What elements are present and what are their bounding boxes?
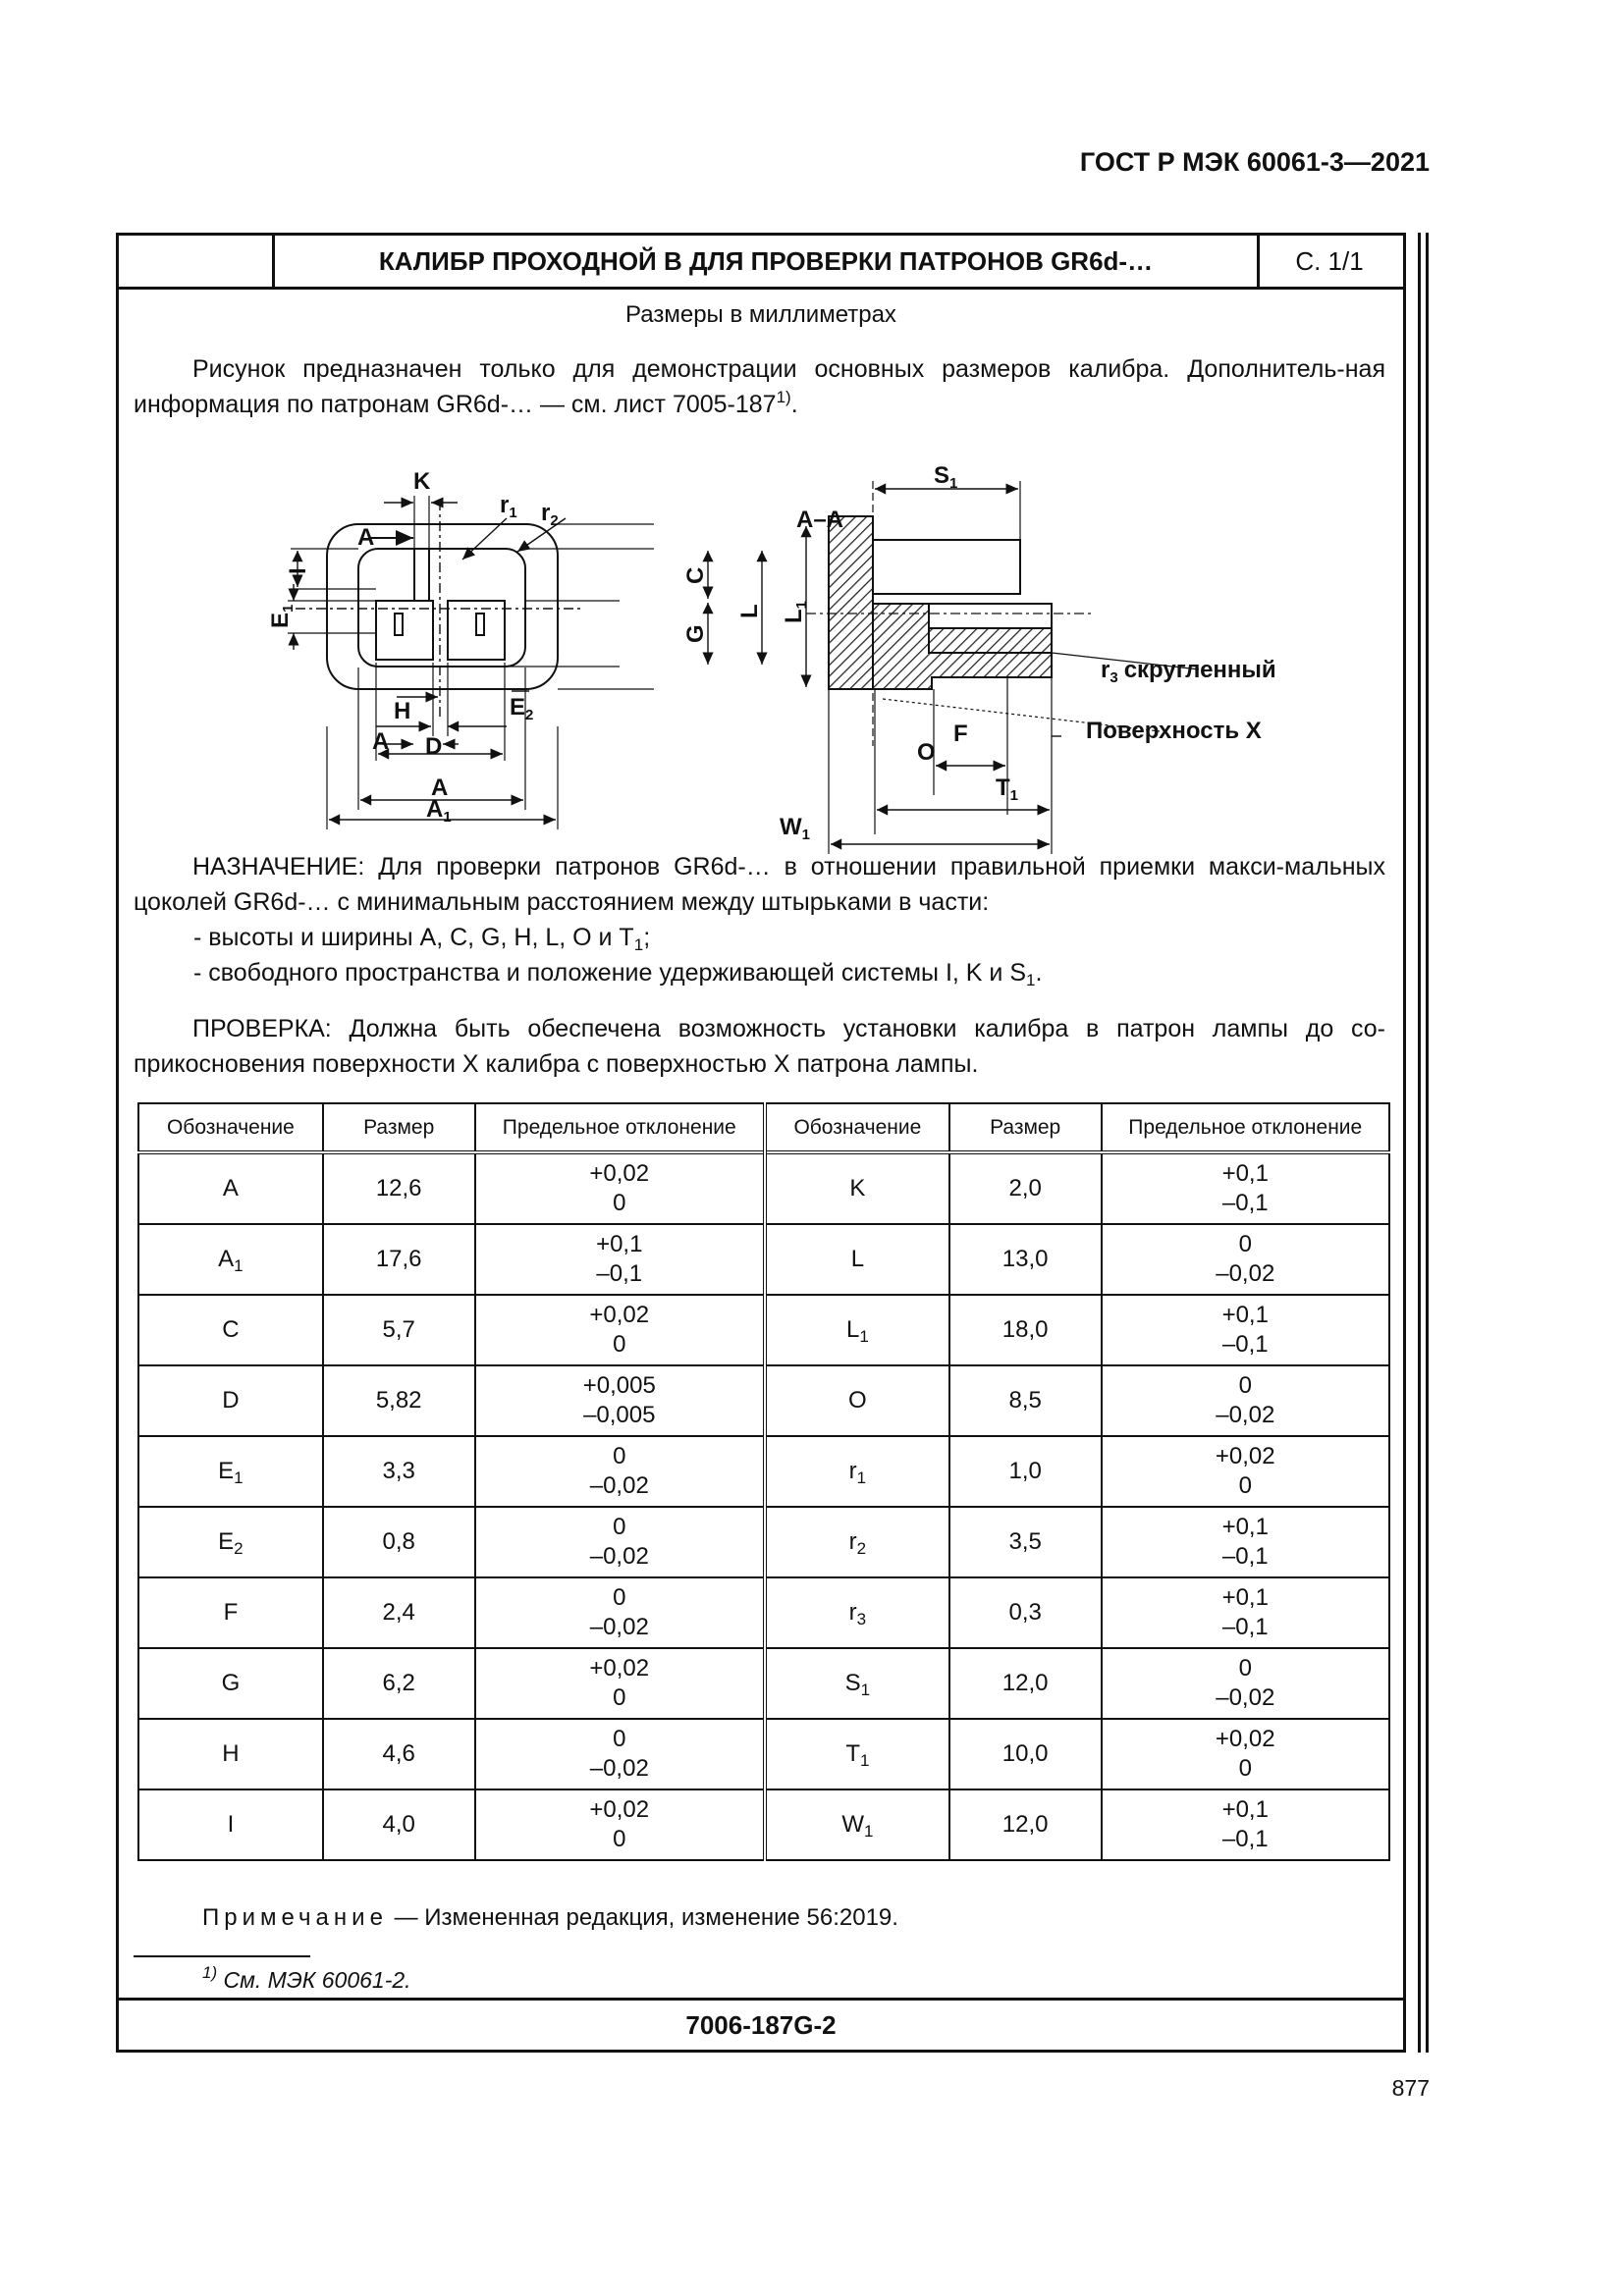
label-d: D: [425, 733, 443, 760]
col-size-2: Размер: [949, 1103, 1102, 1152]
label-section-aa: A–A: [796, 507, 844, 533]
intro-text: Рисунок предназначен только для демонстрации основных размеров калибра. Дополнитель-ная информация по патронам GR6d-… — см. лист 7005-187: [134, 355, 1385, 418]
table-row: [138, 1365, 1389, 1436]
note-label: Примечание: [202, 1904, 388, 1931]
page-number: 877: [1391, 2075, 1430, 2101]
section-pin: [873, 540, 1020, 594]
table-row: [138, 1295, 1389, 1365]
purpose-paragraph: НАЗНАЧЕНИЕ: Для проверки патронов GR6d-… в отношении правильной приемки макси-мальных цоколей GR6d-… с минимальным расстоянием между штырьками в части:: [134, 853, 1385, 916]
cell-designation: F: [138, 1577, 323, 1648]
cell-size: 8,5: [949, 1365, 1102, 1436]
cell-designation: $E_1$: [138, 1436, 323, 1507]
frame-double-line-outer: [1418, 233, 1421, 2053]
header-empty-cell: [119, 236, 275, 287]
cell-designation: $r_1$: [765, 1436, 949, 1507]
cell-size: 2,4: [323, 1577, 475, 1648]
footnote-ref: 1): [776, 388, 791, 406]
cell-size: 13,0: [949, 1224, 1102, 1295]
label-h: H: [394, 698, 411, 724]
sheet-page-indicator: С. 1/1: [1295, 246, 1364, 276]
cell-designation: $E_2$: [138, 1507, 323, 1577]
label-r3-rounded: $r_3$ скругленный: [1101, 657, 1276, 686]
cell-tolerance: 0 –0,02: [475, 1719, 765, 1789]
cell-tolerance: 0 –0,02: [475, 1577, 765, 1648]
cell-tolerance: 0 –0,02: [1102, 1648, 1389, 1719]
table-header-row: [138, 1103, 1389, 1152]
cell-designation: $S_1$: [765, 1648, 949, 1719]
col-designation: Обозначение: [138, 1103, 323, 1152]
cell-designation: $W_1$: [765, 1789, 949, 1860]
cell-size: 3,5: [949, 1507, 1102, 1577]
cell-designation: $A_1$: [138, 1224, 323, 1295]
label-w1: $W_1$: [780, 814, 810, 843]
cell-size: 0,3: [949, 1577, 1102, 1648]
cell-size: 4,6: [323, 1719, 475, 1789]
label-a1: $A_1$: [426, 796, 452, 826]
cell-size: 2,0: [949, 1152, 1102, 1224]
cell-size: 18,0: [949, 1295, 1102, 1365]
cell-designation: L: [765, 1224, 949, 1295]
table-row: [138, 1152, 1389, 1224]
sheet-title: КАЛИБР ПРОХОДНОЙ В ДЛЯ ПРОВЕРКИ ПАТРОНОВ GR6d-…: [275, 236, 1260, 287]
cell-tolerance: 0 –0,02: [1102, 1365, 1389, 1436]
cell-designation: $r_2$: [765, 1507, 949, 1577]
table-row: [138, 1436, 1389, 1507]
cell-designation: H: [138, 1719, 323, 1789]
sheet-header: [119, 236, 1403, 290]
table-row: [138, 1224, 1389, 1295]
cell-size: 1,0: [949, 1436, 1102, 1507]
col-tolerance: Предельное отклонение: [475, 1103, 765, 1152]
cell-tolerance: +0,02 0: [475, 1648, 765, 1719]
units-caption: Размеры в миллиметрах: [625, 301, 896, 328]
cell-tolerance: 0 –0,02: [475, 1507, 765, 1577]
cell-size: 3,3: [323, 1436, 475, 1507]
label-k: K: [413, 468, 431, 495]
cell-designation: A: [138, 1152, 323, 1224]
cell-designation: I: [138, 1789, 323, 1860]
intro-end: .: [790, 391, 798, 418]
cell-designation: G: [138, 1648, 323, 1719]
table-row: [138, 1507, 1389, 1577]
note-text: — Измененная редакция, изменение 56:2019.: [387, 1904, 898, 1931]
label-a: A: [431, 774, 449, 801]
cell-size: 5,82: [323, 1365, 475, 1436]
standard-designation: ГОСТ Р МЭК 60061-3—2021: [1079, 147, 1430, 177]
label-t1: $T_1$: [996, 774, 1019, 804]
label-l1: $L_1$: [781, 600, 810, 623]
table-row: [138, 1648, 1389, 1719]
cell-designation: $r_3$: [765, 1577, 949, 1648]
sheet-frame: [116, 233, 1406, 2053]
cell-size: 4,0: [323, 1789, 475, 1860]
cell-size: 12,0: [949, 1648, 1102, 1719]
cell-designation: K: [765, 1152, 949, 1224]
frame-double-line-outer-2: [1426, 233, 1429, 2053]
cell-size: 12,6: [323, 1152, 475, 1224]
cell-designation: $L_1$: [765, 1295, 949, 1365]
label-surface-x: Поверхность X: [1086, 718, 1262, 744]
col-designation-2: Обозначение: [765, 1103, 949, 1152]
cell-tolerance: +0,1 –0,1: [1102, 1507, 1389, 1577]
label-s1: $S_1$: [934, 462, 958, 492]
col-tolerance-2: Предельное отклонение: [1102, 1103, 1389, 1152]
sheet-number: 7006-187G-2: [119, 1998, 1403, 2050]
cell-tolerance: +0,005 –0,005: [475, 1365, 765, 1436]
label-f: F: [953, 721, 968, 747]
cell-tolerance: +0,1 –0,1: [1102, 1789, 1389, 1860]
cell-size: 0,8: [323, 1507, 475, 1577]
dimensions-table: [137, 1102, 1390, 1861]
footnote: $^{1)}$ См. МЭК 60061-2.: [202, 1963, 411, 1993]
label-g: G: [682, 624, 709, 643]
purpose-item-2: - свободного пространства и положение удерживающей системы I, K и $S_1$.: [193, 959, 1043, 989]
table-row: [138, 1789, 1389, 1860]
cell-tolerance: +0,02 0: [475, 1789, 765, 1860]
label-l: L: [736, 604, 763, 618]
cell-tolerance: +0,1 –0,1: [1102, 1152, 1389, 1224]
cell-designation: $T_1$: [765, 1719, 949, 1789]
label-e2: $E_2$: [510, 694, 534, 723]
cell-size: 5,7: [323, 1295, 475, 1365]
pin-slot-left: [376, 601, 433, 660]
cell-designation: C: [138, 1295, 323, 1365]
footnote-separator: [134, 1955, 310, 1957]
col-size: Размер: [323, 1103, 475, 1152]
purpose-item-1: - высоты и ширины A, C, G, H, L, O и $T_1$;: [193, 924, 651, 954]
cell-size: 10,0: [949, 1719, 1102, 1789]
cell-tolerance: +0,02 0: [1102, 1436, 1389, 1507]
label-e1: $E_1$: [267, 604, 297, 628]
label-o: O: [917, 739, 936, 766]
gauge-inner-outline: [358, 549, 525, 667]
table-row: [138, 1719, 1389, 1789]
cell-tolerance: +0,02 0: [1102, 1719, 1389, 1789]
table-row: [138, 1577, 1389, 1648]
label-r1: $r_1$: [500, 492, 517, 521]
section-hatched-wall: [829, 516, 873, 689]
cell-tolerance: +0,1 –0,1: [475, 1224, 765, 1295]
cell-designation: D: [138, 1365, 323, 1436]
intro-paragraph: [134, 351, 1385, 422]
label-a-small: A: [372, 728, 390, 755]
cell-tolerance: +0,02 0: [475, 1152, 765, 1224]
cell-size: 12,0: [949, 1789, 1102, 1860]
label-r2: $r_2$: [541, 500, 559, 529]
cell-size: 6,2: [323, 1648, 475, 1719]
label-a-top: A: [357, 524, 375, 551]
cell-tolerance: +0,02 0: [475, 1295, 765, 1365]
cell-tolerance: +0,1 –0,1: [1102, 1577, 1389, 1648]
cell-tolerance: 0 –0,02: [475, 1436, 765, 1507]
note: [202, 1904, 898, 1932]
label-c: C: [682, 566, 709, 584]
cell-tolerance: +0,1 –0,1: [1102, 1295, 1389, 1365]
cell-tolerance: 0 –0,02: [1102, 1224, 1389, 1295]
cell-size: 17,6: [323, 1224, 475, 1295]
label-i: I: [285, 567, 311, 574]
check-paragraph: ПРОВЕРКА: Должна быть обеспечена возможность установки калибра в патрон лампы до со-прикосновения поверхности X калибра с поверхностью X патрона лампы.: [134, 1015, 1385, 1078]
cell-designation: O: [765, 1365, 949, 1436]
